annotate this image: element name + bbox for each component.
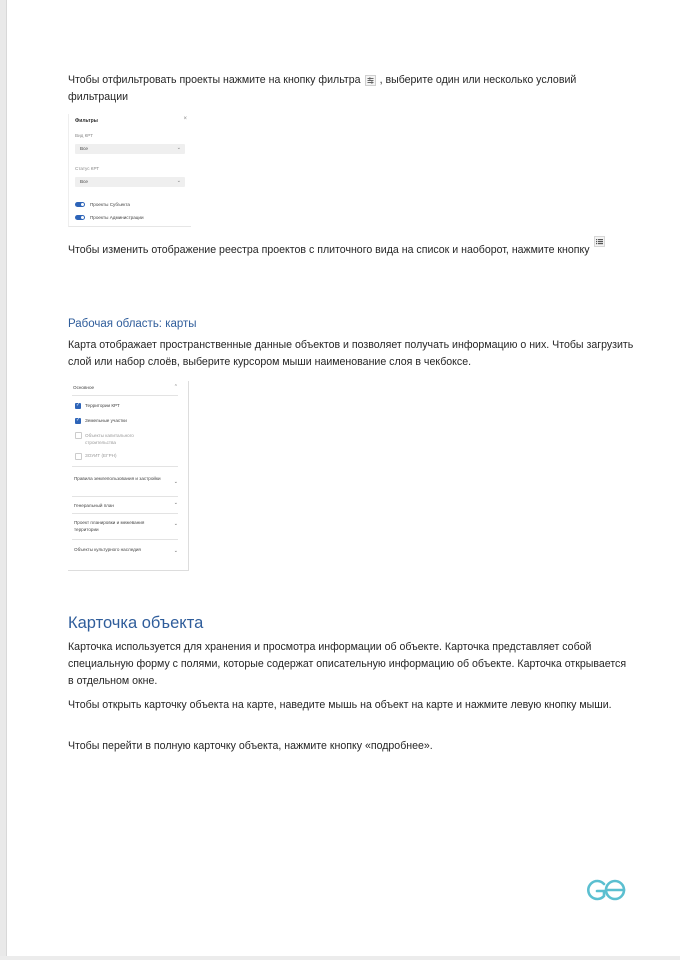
status-label: Статус КРТ — [75, 166, 100, 171]
chevron-down-icon[interactable]: ⌄ — [173, 521, 178, 527]
divider — [72, 496, 178, 497]
divider — [72, 539, 178, 540]
page-left-edge — [0, 0, 7, 960]
section-heading-card: Карточка объекта — [68, 614, 204, 632]
paragraph-view-text: Чтобы изменить отображение реестра проектов с плиточного вида на список и наоборот, нажмите кнопку — [68, 244, 590, 256]
divider — [72, 466, 178, 467]
paragraph-open-card: Чтобы открыть карточку объекта на карте, наведите мышь на объект на карте и нажмите левую кнопку мыши. — [68, 699, 612, 711]
paragraph-full-card: Чтобы перейти в полную карточку объекта, нажмите кнопку «подробнее». — [68, 740, 433, 752]
filter-icon[interactable] — [365, 75, 376, 86]
layer-label: Территории КРТ — [85, 403, 120, 408]
page-bottom-edge — [0, 956, 680, 960]
divider — [72, 395, 178, 396]
section-heading-map: Рабочая область: карты — [68, 318, 197, 330]
paragraph-filter — [68, 72, 634, 106]
subject-projects-label: Проекты Субъекта — [90, 202, 130, 207]
filters-title: Фильтры — [75, 118, 98, 124]
chevron-down-icon[interactable]: ⌄ — [173, 500, 178, 506]
logo-icon — [585, 876, 631, 904]
layer-checkbox-oks[interactable] — [75, 432, 82, 439]
close-icon[interactable]: × — [183, 116, 187, 122]
layer-label: Земельные участки — [85, 418, 127, 423]
layers-panel — [68, 381, 189, 571]
status-select[interactable] — [75, 177, 185, 187]
layer-checkbox-krt[interactable] — [75, 403, 81, 409]
paragraph-filter-text-end: , выберите один или несколько условий фильтрации — [68, 74, 577, 103]
subject-projects-toggle[interactable] — [75, 202, 85, 207]
kind-select[interactable] — [75, 144, 185, 154]
layer-checkbox-zouit[interactable] — [75, 453, 82, 460]
admin-projects-label: Проекты Администрации — [90, 215, 144, 220]
layer-label: Объекты капитального строительства — [85, 433, 134, 445]
chevron-down-icon: ⌄ — [176, 178, 181, 184]
chevron-down-icon[interactable]: ⌄ — [173, 548, 178, 554]
divider — [72, 513, 178, 514]
admin-projects-toggle[interactable] — [75, 215, 85, 220]
list-view-icon[interactable] — [594, 236, 605, 247]
paragraph-card: Карточка используется для хранения и просмотра информации об объекте. Карточка представляет собой специальную форму с полями, которые содержат описательную информацию об объекте. Карточка открывается в отдельном окне. — [68, 641, 627, 687]
layers-group[interactable]: Правила землепользования и застройки — [74, 476, 161, 481]
chevron-down-icon: ⌄ — [176, 145, 181, 151]
layers-group[interactable]: Проект планировки и межевания территории — [74, 520, 145, 532]
layer-label: ЗОУИТ (ЕГРН) — [85, 453, 117, 458]
paragraph-view — [68, 242, 634, 259]
chevron-up-icon[interactable]: ⌃ — [173, 384, 178, 390]
layers-group[interactable]: Генеральный план — [74, 503, 114, 508]
paragraph-map: Карта отображает пространственные данные объектов и позволяет получать информацию о них. Чтобы загрузить слой или набор слоёв, выберите курсором мыши наименование слоя в чекбоксе. — [68, 339, 634, 368]
chevron-down-icon[interactable]: ⌄ — [173, 479, 178, 485]
filters-panel — [68, 114, 191, 227]
kind-label: Вид КРТ — [75, 133, 93, 138]
layer-checkbox-parcels[interactable] — [75, 418, 81, 424]
status-select-value: Все — [80, 179, 88, 184]
kind-select-value: Все — [80, 146, 88, 151]
layers-group[interactable]: Объекты культурного наследия — [74, 547, 141, 552]
paragraph-filter-text: Чтобы отфильтровать проекты нажмите на кнопку фильтра — [68, 74, 361, 86]
layers-group-main[interactable]: Основное — [73, 385, 95, 390]
